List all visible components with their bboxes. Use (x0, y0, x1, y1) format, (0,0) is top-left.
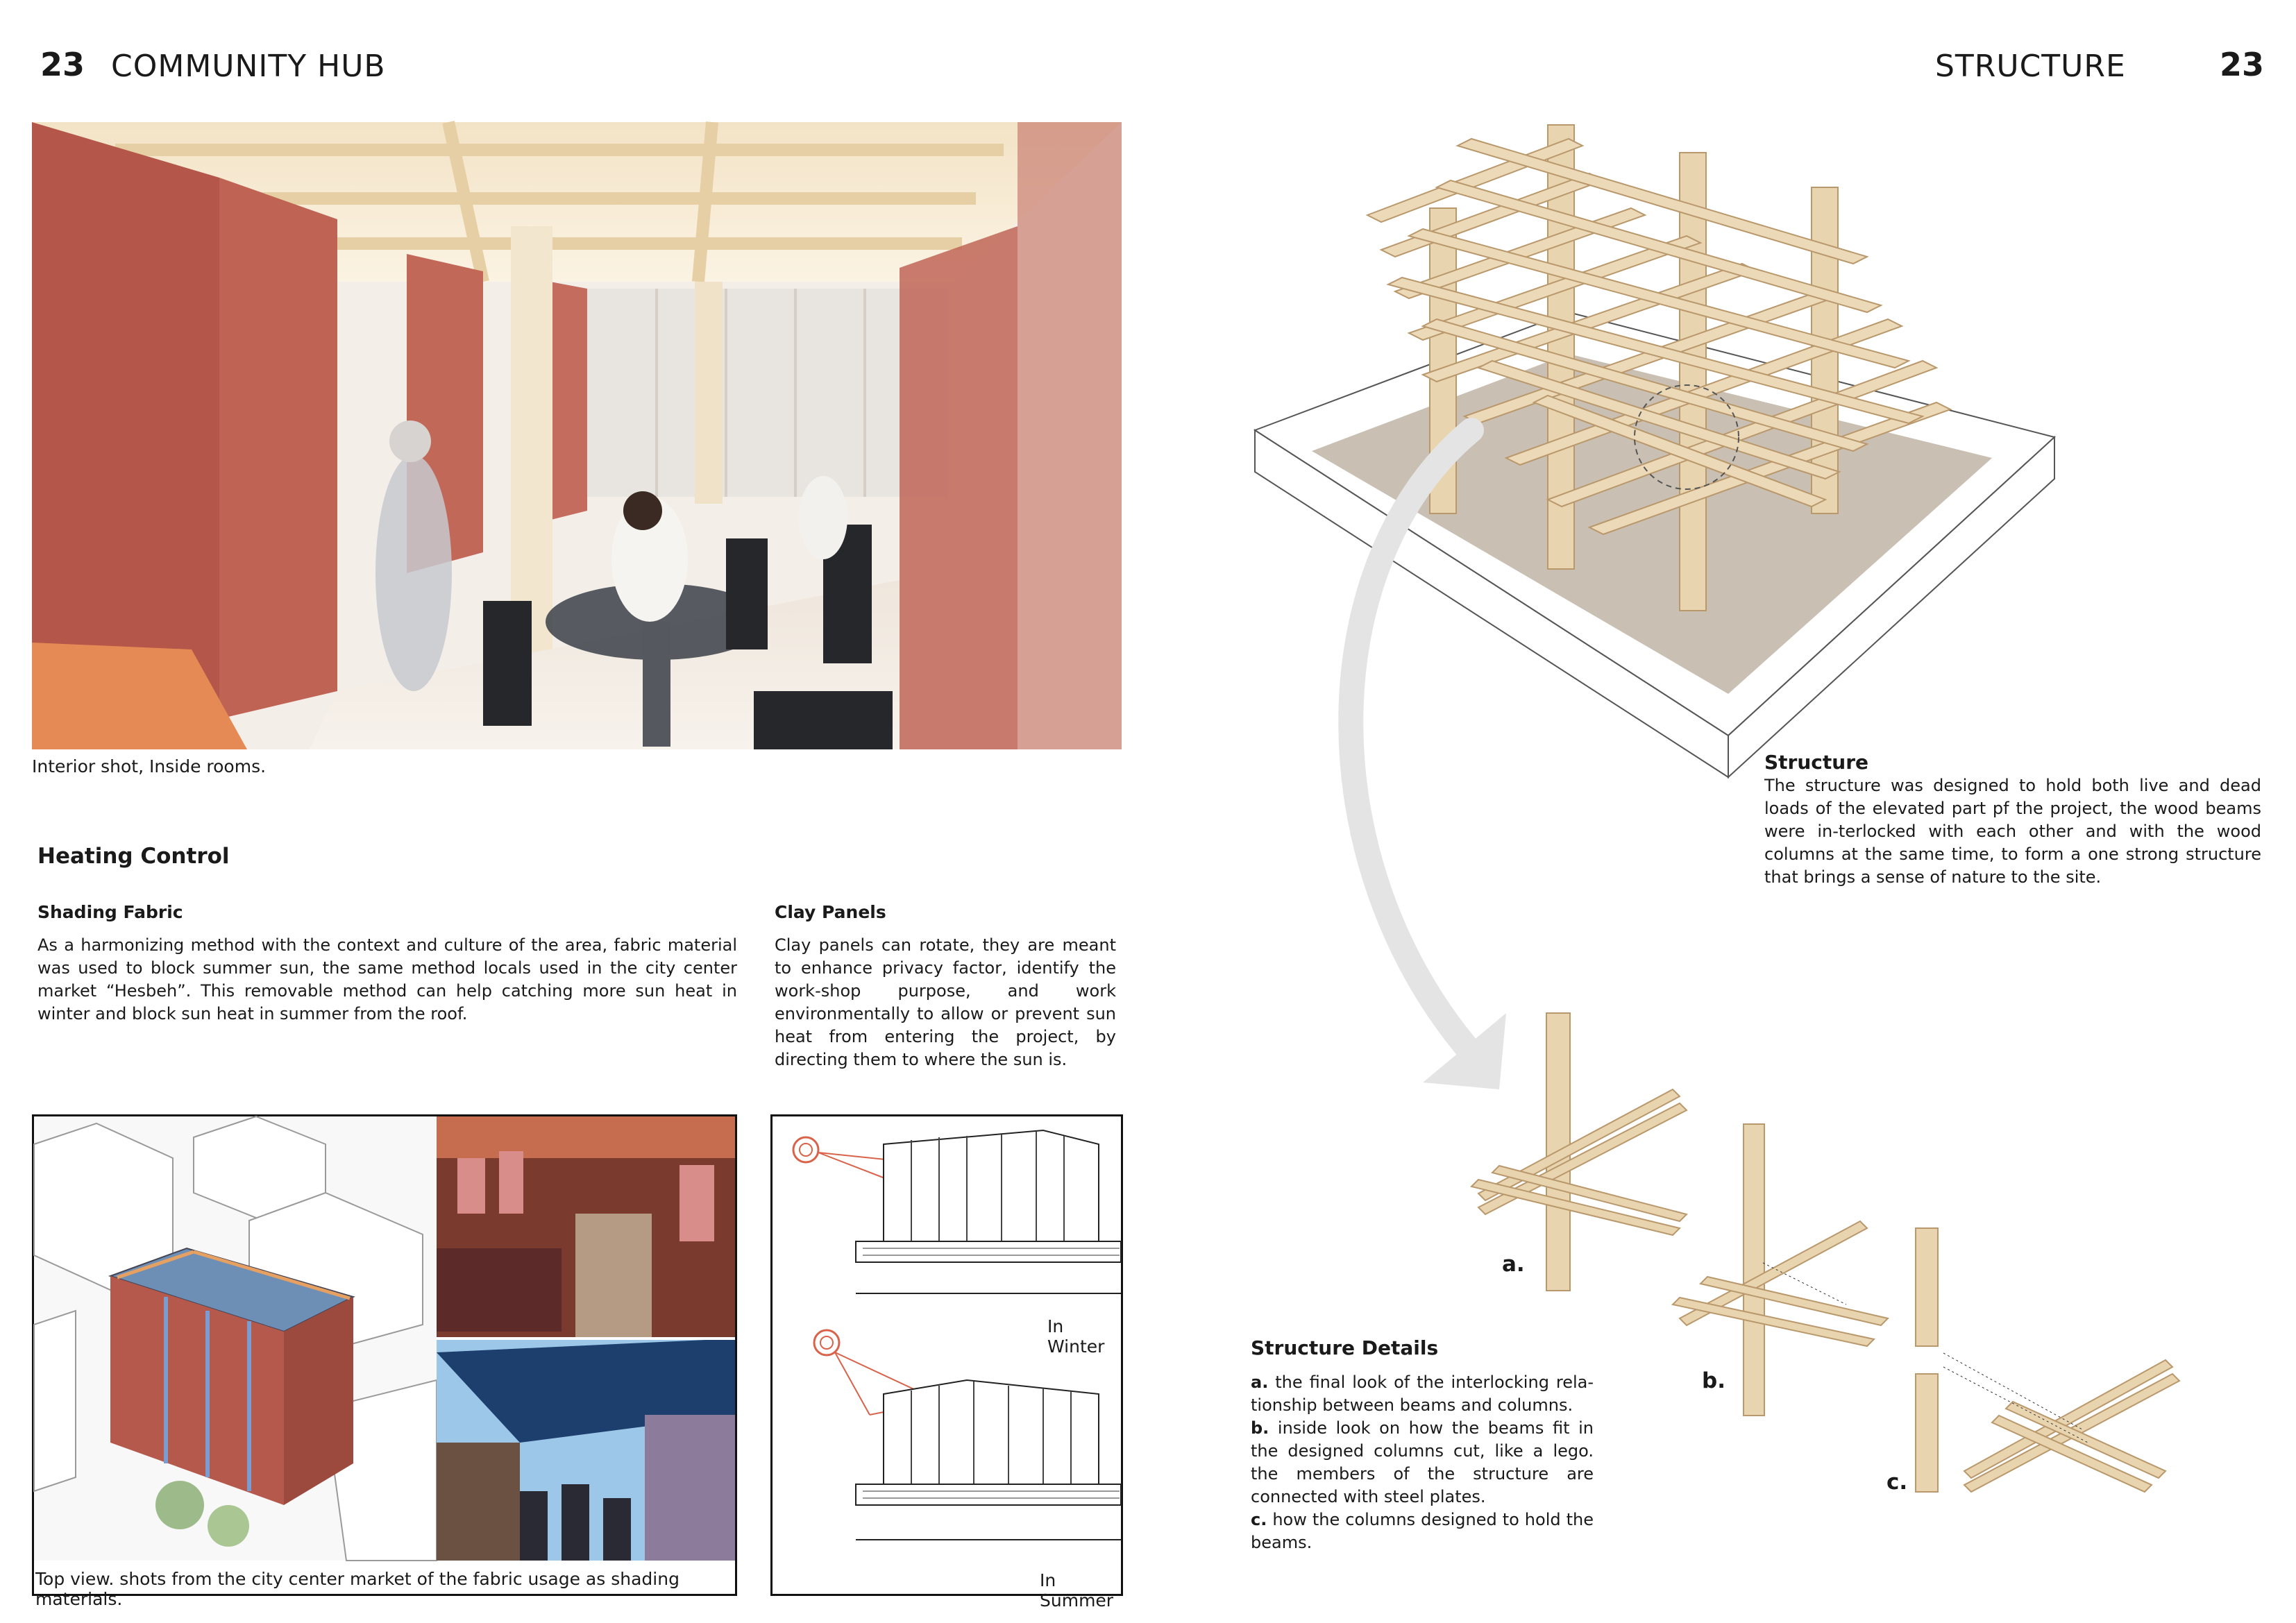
interior-render-drawing (32, 122, 1122, 749)
detail-key-a: a. (1251, 1373, 1269, 1392)
shading-fabric-heading: Shading Fabric (37, 902, 183, 922)
clay-panels-text: Clay panels can rotate, they are meant to enhance privacy factor, identify the work-shop purpose, and work environmentally to allow or prevent sun heat from entering the project, by directing them to where the sun is. (775, 935, 1116, 1069)
structure-text: The structure was designed to hold both live and dead loads of the elevated part pf the project, the wood beams were in-terlocked with each other and with the wood columns at the same time, to form a one strong structure that brings a sense of nature to the site. (1764, 776, 2261, 887)
heating-control-heading: Heating Control (37, 844, 230, 869)
detail-c-label: c. (1886, 1470, 1908, 1495)
left-page-title: COMMUNITY HUB (111, 49, 386, 84)
summer-diagram (814, 1330, 1121, 1540)
detail-key-b: b. (1251, 1418, 1269, 1438)
winter-diagram (793, 1130, 1121, 1293)
left-page-number: 23 (40, 46, 85, 83)
detail-item-a (1251, 1371, 1594, 1417)
structure-details-heading: Structure Details (1251, 1336, 1439, 1359)
interior-caption: Interior shot, Inside rooms. (32, 756, 267, 776)
winter-label: In Winter (1047, 1316, 1105, 1357)
detail-a-label: a. (1502, 1252, 1525, 1277)
detail-a-drawing (1471, 1013, 1687, 1291)
detail-item-c (1251, 1509, 1594, 1554)
detail-b-label: b. (1702, 1368, 1725, 1393)
right-page-title: STRUCTURE (1935, 49, 2126, 84)
structure-heading: Structure (1764, 751, 1869, 774)
detail-text-c: how the columns designed to hold the beams. (1251, 1510, 1594, 1552)
market-panel-caption: Top view. shots from the city center market of the fabric usage as shading materials. (35, 1569, 679, 1609)
summer-label: In Summer (1040, 1570, 1114, 1611)
clay-panels-heading: Clay Panels (775, 902, 886, 922)
market-panel (32, 1114, 737, 1609)
detail-text-a: the final look of the interlocking rela-tionship between beams and columns. (1251, 1373, 1594, 1415)
structure-details-list (1251, 1371, 1594, 1554)
shading-fabric-text: As a harmonizing method with the context and culture of the area, fabric material was used to block summer sun, the same method locals used in the city center market “Hesbeh”. This removable method can help catching more sun heat in winter and block sun heat in summer from the roof. (37, 935, 737, 1023)
detail-text-b: inside look on how the beams fit in the designed columns cut, like a lego. the members of the structure are connected with steel plates. (1251, 1418, 1594, 1506)
detail-c-drawing (1916, 1228, 2179, 1492)
right-page-number: 23 (2220, 46, 2265, 83)
sun-diagram-panel (770, 1114, 1123, 1611)
detail-key-c: c. (1251, 1510, 1267, 1529)
interior-render (32, 122, 1122, 749)
detail-item-b (1251, 1417, 1594, 1509)
market-panel-drawing (34, 1116, 735, 1561)
